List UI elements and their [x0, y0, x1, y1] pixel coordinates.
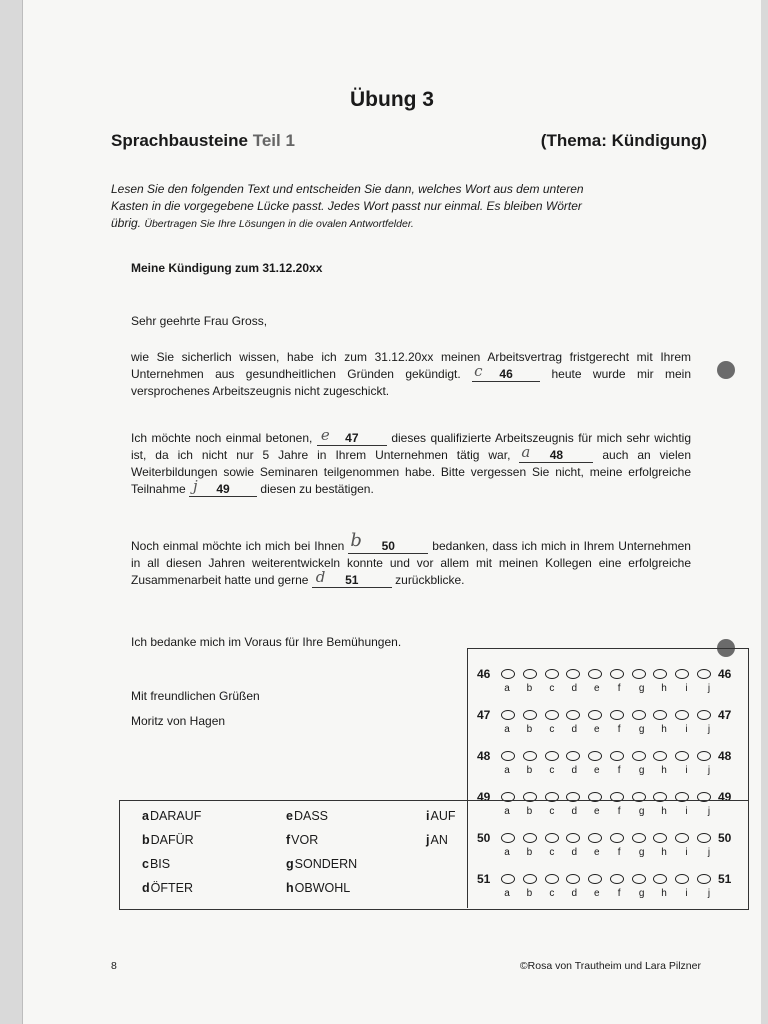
instructions-line-3b: Übertragen Sie Ihre Lösungen in die ovalen Antwortfelder.	[144, 218, 414, 230]
gap-50[interactable]	[348, 530, 428, 554]
answer-oval-e[interactable]	[588, 669, 602, 679]
answer-row-label-right: 51	[718, 872, 732, 886]
answer-row-label-right: 49	[718, 790, 732, 804]
letter-e: e	[593, 683, 600, 694]
answer-oval-f[interactable]	[610, 669, 624, 679]
letter-e: e	[593, 724, 600, 735]
letter-c: c	[549, 888, 555, 899]
answer-oval-c[interactable]	[545, 751, 559, 761]
theme-label: (Thema: Kündigung)	[540, 131, 707, 150]
answer-oval-h[interactable]	[653, 751, 667, 761]
letter-d: d	[571, 724, 578, 735]
word-option-g	[286, 857, 357, 871]
word-text: DASS	[293, 809, 328, 823]
word-key: b	[142, 833, 150, 847]
letter-b: b	[526, 683, 533, 694]
letter-a: a	[504, 888, 510, 899]
answer-row-label-left: 51	[477, 872, 491, 886]
answer-oval-c[interactable]	[545, 669, 559, 679]
letter-f: f	[617, 806, 621, 817]
answer-oval-i[interactable]	[675, 669, 689, 679]
word-text: OBWOHL	[294, 881, 351, 895]
answer-row-label-right: 50	[718, 831, 732, 845]
answer-oval-g[interactable]	[632, 669, 646, 679]
letter-a: a	[504, 724, 510, 735]
letter-e: e	[593, 765, 600, 776]
gap-number-51: 51	[345, 573, 359, 587]
letter-h: h	[661, 806, 667, 817]
letter-g: g	[638, 683, 645, 694]
answer-row-label-left: 46	[477, 667, 491, 681]
answer-row-label-right: 48	[718, 749, 732, 763]
answer-oval-g[interactable]	[632, 751, 646, 761]
gap-number-46: 46	[499, 367, 513, 381]
letter-c: c	[549, 765, 555, 776]
answer-oval-i[interactable]	[675, 751, 689, 761]
word-option-c	[142, 857, 170, 871]
copyright: ©Rosa von Trautheim und Lara Pilzner	[519, 960, 701, 972]
answer-letters	[501, 683, 715, 694]
gap-46[interactable]	[472, 362, 540, 382]
letter-b: b	[526, 765, 533, 776]
letter-h: h	[661, 888, 667, 899]
subtitle-main: Sprachbausteine	[111, 131, 248, 150]
page-title: Übung 3	[350, 88, 434, 111]
paragraph-3-text-c: zurückblicke.	[395, 573, 465, 587]
letter-closing: Mit freundlichen Grüßen	[131, 689, 260, 703]
instructions-line-3	[111, 215, 707, 233]
letter-b: b	[526, 724, 533, 735]
letter-f: f	[617, 847, 621, 858]
letter-j: j	[707, 683, 711, 694]
letter-paragraph-4: Ich bedanke mich im Voraus für Ihre Bemühungen.	[131, 635, 402, 649]
letter-heading: Meine Kündigung zum 31.12.20xx	[131, 261, 323, 275]
letter-a: a	[504, 847, 510, 858]
letter-j: j	[707, 806, 711, 817]
letter-h: h	[661, 683, 667, 694]
answer-oval-e[interactable]	[588, 751, 602, 761]
paragraph-3-text-b: bedanken, dass ich mich in Ihrem Unternehmen in all diesen Jahren weiterentwickeln konnte und vor allem mit meinen Kollegen eine erfolgreiche Zusammenarbeit hatte und gerne	[131, 539, 691, 587]
letter-a: a	[504, 765, 510, 776]
answer-ovals	[501, 669, 711, 679]
letter-g: g	[638, 847, 645, 858]
word-key: g	[286, 857, 294, 871]
word-option-e	[286, 809, 328, 823]
letter-b: b	[526, 847, 533, 858]
answer-oval-b[interactable]	[523, 710, 537, 720]
answer-oval-j[interactable]	[697, 710, 711, 720]
letter-paragraph-2	[131, 426, 691, 498]
letter-b: b	[526, 888, 533, 899]
instructions-line-2: Kasten in die vorgegebene Lücke passt. Jedes Wort passt nur einmal. Es bleiben Wörter	[111, 199, 582, 213]
section-subtitle	[111, 131, 295, 151]
word-text: DARAUF	[149, 809, 202, 823]
paragraph-3-text-a: Noch einmal möchte ich mich bei Ihnen	[131, 539, 345, 553]
letter-c: c	[549, 724, 555, 735]
answer-oval-f[interactable]	[610, 751, 624, 761]
letter-signature: Moritz von Hagen	[131, 714, 226, 728]
paragraph-2-text-a: Ich möchte noch einmal betonen,	[131, 431, 313, 445]
answer-oval-f[interactable]	[610, 710, 624, 720]
word-option-f	[286, 833, 318, 847]
gap-number-47: 47	[345, 431, 359, 445]
letter-i: i	[685, 765, 688, 776]
word-text: DAFÜR	[150, 833, 194, 847]
paragraph-2-text-d: diesen zu bestätigen.	[260, 482, 374, 496]
answer-row-label-left: 48	[477, 749, 491, 763]
letter-f: f	[617, 765, 621, 776]
handwritten-answer-46: c	[474, 362, 483, 380]
word-key: h	[286, 881, 294, 895]
letter-i: i	[685, 806, 688, 817]
word-key: c	[142, 857, 149, 871]
letter-f: f	[617, 683, 621, 694]
answer-oval-b[interactable]	[523, 751, 537, 761]
answer-row-label-left: 47	[477, 708, 491, 722]
letter-i: i	[685, 847, 688, 858]
gap-48[interactable]	[519, 443, 593, 463]
letter-e: e	[593, 806, 600, 817]
paragraph-2-text-c: auch an vielen Weiterbildungen sowie Seminaren teilgenommen habe. Bitte vergessen Sie nicht, meine erfolgreiche Teilnahme	[131, 448, 691, 496]
letter-c: c	[549, 806, 555, 817]
word-key: f	[286, 833, 291, 847]
letter-d: d	[571, 765, 578, 776]
word-key: e	[286, 809, 293, 823]
word-text: AUF	[430, 809, 456, 823]
letter-j: j	[707, 765, 711, 776]
letter-g: g	[638, 806, 645, 817]
answer-oval-c[interactable]	[545, 710, 559, 720]
handwritten-answer-51: d	[315, 568, 326, 586]
gap-number-49: 49	[216, 482, 230, 496]
gap-47[interactable]	[317, 426, 387, 446]
letter-i: i	[685, 888, 688, 899]
word-key: d	[142, 881, 150, 895]
letter-e: e	[593, 847, 600, 858]
answer-oval-d[interactable]	[566, 710, 580, 720]
answer-row-47	[468, 702, 748, 742]
answer-row-46	[468, 661, 748, 701]
handwritten-answer-48: a	[521, 443, 531, 461]
answer-oval-d[interactable]	[566, 669, 580, 679]
paragraph-2-text-b: dieses qualifizierte Arbeitszeugnis für mich sehr wichtig ist, da ich nicht nur 5 Jahre in Ihrem Unternehmen tätig war,	[131, 431, 691, 462]
page-number: 8	[111, 960, 117, 972]
letter-a: a	[504, 806, 510, 817]
word-key: j	[426, 833, 430, 847]
answer-row-label-right: 47	[718, 708, 732, 722]
gap-number-48: 48	[549, 448, 564, 462]
letter-c: c	[549, 847, 555, 858]
handwritten-answer-47: e	[320, 426, 330, 444]
handwritten-answer-50: b	[350, 530, 362, 551]
letter-d: d	[571, 847, 578, 858]
letter-e: e	[593, 888, 600, 899]
word-option-h	[286, 881, 350, 895]
answer-row-label-left: 49	[477, 790, 491, 804]
letter-paragraph-3	[131, 530, 691, 589]
handwritten-answer-49: j	[193, 477, 198, 495]
answer-oval-a[interactable]	[501, 710, 515, 720]
letter-h: h	[661, 765, 667, 776]
letter-f: f	[617, 888, 621, 899]
letter-i: i	[685, 724, 688, 735]
answer-ovals	[501, 710, 711, 720]
instructions	[111, 181, 707, 233]
answer-oval-g[interactable]	[632, 710, 646, 720]
letter-a: a	[504, 683, 510, 694]
gap-51[interactable]	[312, 568, 392, 588]
word-option-i	[426, 809, 455, 823]
word-option-j	[426, 833, 448, 847]
letter-j: j	[707, 847, 711, 858]
punch-hole	[717, 361, 735, 379]
gap-number-50: 50	[381, 539, 395, 553]
word-text: ÖFTER	[150, 881, 193, 895]
paragraph-1-text-a: wie Sie sicherlich wissen, habe ich zum 31.12.20xx meinen Arbeitsvertrag fristgerecht mit Ihrem Unternehmen aus gesundheitlichen Gründen gekündigt.	[131, 350, 691, 381]
letter-i: i	[685, 683, 688, 694]
word-text: VOR	[291, 833, 319, 847]
answer-oval-h[interactable]	[653, 669, 667, 679]
letter-h: h	[661, 847, 667, 858]
answer-letters	[501, 724, 715, 735]
worksheet-page	[22, 0, 761, 1024]
word-text: SONDERN	[294, 857, 358, 871]
answer-oval-j[interactable]	[697, 751, 711, 761]
letter-d: d	[571, 806, 578, 817]
answer-oval-e[interactable]	[588, 710, 602, 720]
answer-row-48	[468, 743, 748, 783]
letter-j: j	[707, 888, 711, 899]
word-text: BIS	[149, 857, 171, 871]
letter-h: h	[661, 724, 667, 735]
word-text: AN	[430, 833, 448, 847]
answer-letters	[501, 765, 715, 776]
instructions-line-1: Lesen Sie den folgenden Text und entscheiden Sie dann, welches Wort aus dem unteren	[111, 182, 584, 196]
subtitle-part: Teil 1	[252, 131, 295, 150]
answer-oval-j[interactable]	[697, 669, 711, 679]
word-key: a	[142, 809, 149, 823]
word-box	[119, 800, 749, 910]
answer-oval-a[interactable]	[501, 751, 515, 761]
answer-oval-d[interactable]	[566, 751, 580, 761]
letter-c: c	[549, 683, 555, 694]
letter-b: b	[526, 806, 533, 817]
instructions-line-3a: übrig.	[111, 216, 142, 230]
gap-49[interactable]	[189, 477, 257, 497]
answer-row-label-left: 50	[477, 831, 491, 845]
word-key: i	[426, 809, 430, 823]
answer-oval-b[interactable]	[523, 669, 537, 679]
answer-oval-a[interactable]	[501, 669, 515, 679]
letter-d: d	[571, 683, 578, 694]
word-option-a	[142, 809, 201, 823]
letter-g: g	[638, 888, 645, 899]
letter-d: d	[571, 888, 578, 899]
paragraph-1-text-b: heute wurde mir mein versprochenes Arbeitszeugnis nicht zugeschickt.	[131, 367, 692, 398]
letter-f: f	[617, 724, 621, 735]
letter-g: g	[638, 765, 645, 776]
letter-paragraph-1	[131, 349, 691, 400]
answer-oval-h[interactable]	[653, 710, 667, 720]
answer-row-label-right: 46	[718, 667, 732, 681]
word-option-b	[142, 833, 194, 847]
letter-g: g	[638, 724, 645, 735]
answer-oval-i[interactable]	[675, 710, 689, 720]
letter-j: j	[707, 724, 711, 735]
word-option-d	[142, 881, 193, 895]
letter-salutation: Sehr geehrte Frau Gross,	[131, 314, 268, 328]
answer-ovals	[501, 751, 711, 761]
